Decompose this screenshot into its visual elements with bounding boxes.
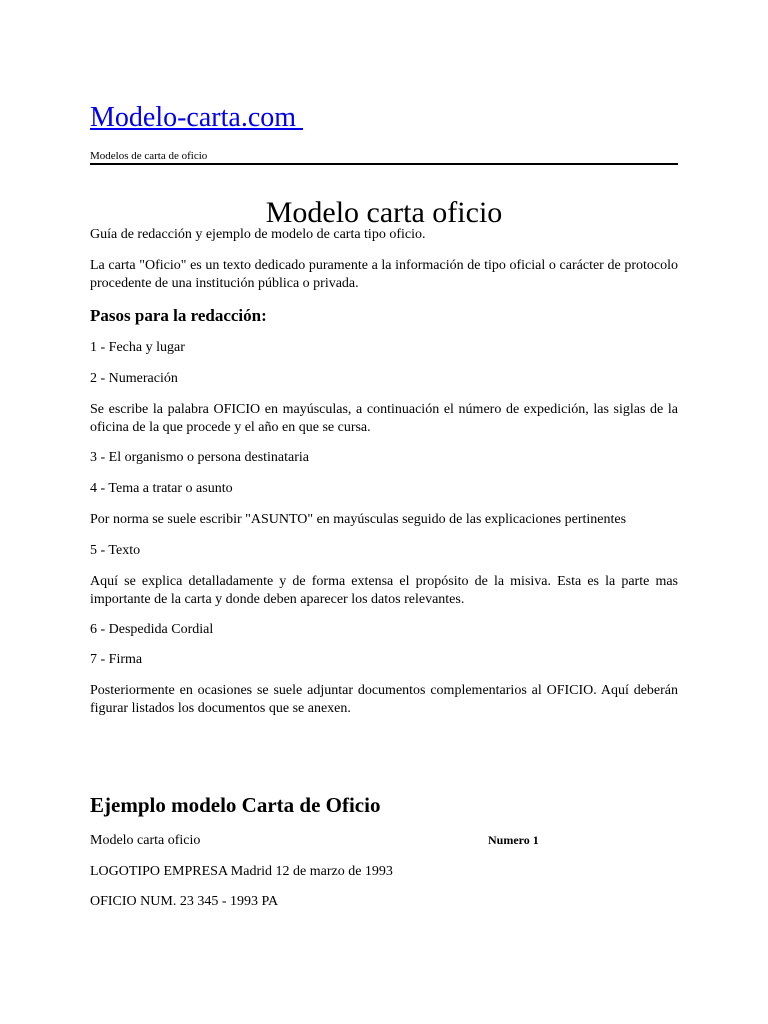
site-subtitle: Modelos de carta de oficio [90, 149, 678, 165]
example-heading: Ejemplo modelo Carta de Oficio [90, 793, 381, 817]
step-7: 7 - Firma [90, 652, 143, 667]
step-4-description: Por norma se suele escribir "ASUNTO" en mayúsculas seguido de las explicaciones pertinentes [90, 512, 627, 527]
steps-heading: Pasos para la redacción: [90, 306, 267, 325]
step-5-description: Aquí se explica detalladamente y de forma extensa el propósito de la misiva. Esta es la parte mas importante de la carta y donde deben aparecer los datos relevantes. [90, 574, 678, 607]
example-number-label: Numero 1 [488, 833, 539, 847]
closing-paragraph: Posteriormente en ocasiones se suele adjuntar documentos complementarios al OFICIO. Aquí deberán figurar listados los documentos que se anexen. [90, 683, 678, 716]
site-title-link[interactable]: Modelo-carta.com [90, 102, 304, 133]
step-5: 5 - Texto [90, 543, 141, 558]
step-3: 3 - El organismo o persona destinataria [90, 450, 310, 465]
example-line-1: LOGOTIPO EMPRESA Madrid 12 de marzo de 1993 [90, 864, 393, 879]
definition-paragraph: La carta "Oficio" es un texto dedicado puramente a la información de tipo oficial o carácter de protocolo procedente de una institución pública o privada. [90, 258, 678, 291]
example-line-2: OFICIO NUM. 23 345 - 1993 PA [90, 894, 279, 909]
page-title: Modelo carta oficio [265, 196, 503, 230]
step-2: 2 - Numeración [90, 371, 178, 386]
intro-paragraph: Guía de redacción y ejemplo de modelo de carta tipo oficio. [90, 227, 426, 242]
step-6: 6 - Despedida Cordial [90, 622, 214, 637]
step-1: 1 - Fecha y lugar [90, 340, 185, 355]
step-2-description: Se escribe la palabra OFICIO en mayúsculas, a continuación el número de expedición, las siglas de la oficina de la que procede y el año en que se cursa. [90, 402, 678, 435]
step-4: 4 - Tema a tratar o asunto [90, 481, 233, 496]
example-label: Modelo carta oficio [90, 833, 201, 848]
